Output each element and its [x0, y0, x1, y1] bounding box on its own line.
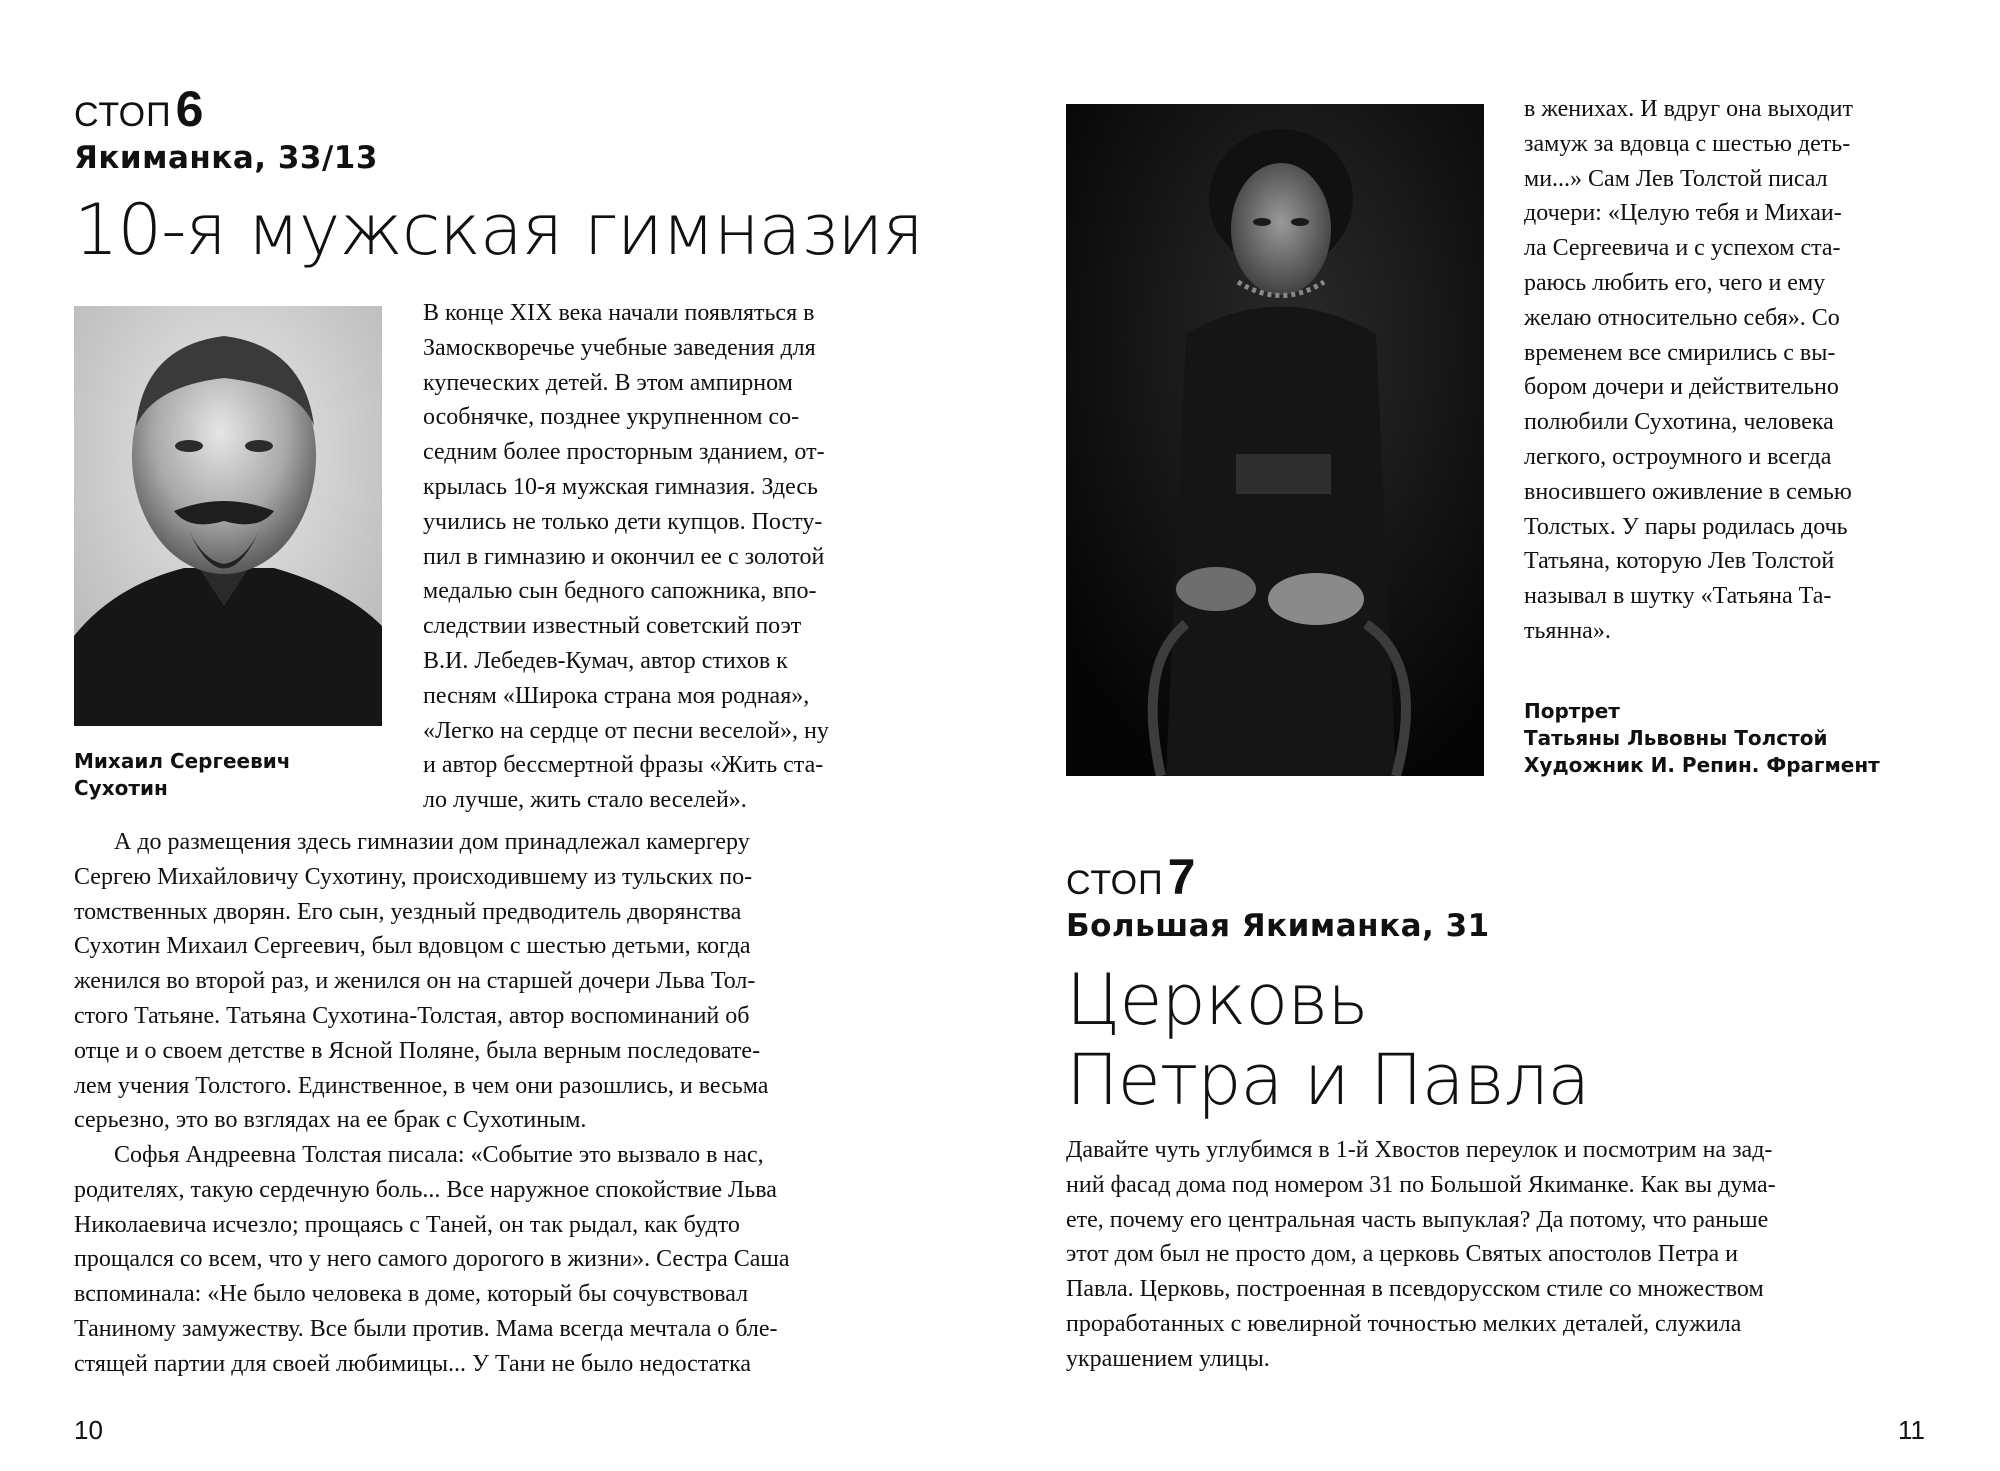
text-line: купеческих детей. В этом ампирном	[423, 369, 793, 396]
text-line: Сергею Михайловичу Сухотину, происходившему из тульских по-	[74, 863, 753, 890]
tolstaya-portrait-image	[1066, 104, 1484, 776]
address-heading: Большая Якиманка, 31	[1066, 908, 1490, 944]
page-number-right: 11	[1898, 1415, 1925, 1445]
stop-number: 6	[175, 81, 204, 137]
stop-6-label	[74, 80, 203, 138]
text-line: ло лучше, жить стало веселей».	[423, 787, 747, 814]
text-line: раюсь любить его, чего и ему	[1524, 269, 1826, 296]
stop-7-label	[1066, 848, 1195, 906]
title-line: Петра и Павла	[1066, 1039, 1590, 1121]
text-line: называл в шутку «Татьяна Та-	[1524, 583, 1832, 610]
stop-word: СТОП	[1066, 864, 1164, 902]
continued-paragraph	[1524, 92, 1928, 649]
text-line: этот дом был не просто дом, а церковь Святых апостолов Петра и	[1066, 1241, 1738, 1268]
caption-line: Портрет	[1524, 699, 1620, 723]
section-title: 10-я мужская гимназия	[74, 189, 923, 271]
sukhotin-portrait-image	[74, 306, 382, 726]
text-line: ла Сергеевича и с успехом ста-	[1524, 235, 1841, 262]
text-line: лем учения Толстого. Единственное, в чем они разошлись, и весьма	[74, 1072, 769, 1099]
stop-word: СТОП	[74, 96, 172, 134]
text-line: медалью сын бедного сапожника, впо-	[423, 578, 817, 605]
text-line: особнячке, позднее укрупненном со-	[423, 404, 800, 431]
text-line: пил в гимназию и окончил ее с золотой	[423, 543, 825, 570]
text-line: легкого, остроумного и всегда	[1524, 443, 1832, 470]
text-line: Толстых. У пары родилась дочь	[1524, 513, 1848, 540]
text-line: «Легко на сердце от песни веселой», ну	[423, 717, 829, 744]
text-line: отце и о своем детстве в Ясной Поляне, была верным последовате-	[74, 1037, 761, 1064]
text-line: стящей партии для своей любимицы... У Тани не было недостатка	[74, 1350, 752, 1377]
text-line: прощался со всем, что у него самого дорогого в жизни». Сестра Саша	[74, 1246, 790, 1273]
text-line: Сухотин Михаил Сергеевич, был вдовцом с шестью детьми, когда	[74, 933, 751, 960]
page-number-left: 10	[74, 1415, 103, 1445]
text-line: ми...» Сам Лев Толстой писал	[1524, 165, 1828, 192]
text-line: Замоскворечье учебные заведения для	[423, 334, 816, 361]
text-line: крылась 10-я мужская гимназия. Здесь	[423, 473, 818, 500]
caption-line: Михаил Сергеевич	[74, 749, 291, 773]
caption-line: Сухотин	[74, 776, 168, 800]
text-line: бором дочери и действительно	[1524, 374, 1839, 401]
text-line: вспоминала: «Не было человека в доме, который бы сочувствовал	[74, 1281, 749, 1308]
caption-line: Татьяны Львовны Толстой	[1524, 726, 1828, 750]
text-line: в женихах. И вдруг она выходит	[1524, 96, 1853, 122]
text-line: В конце XIX века начали появляться в	[423, 300, 815, 326]
text-line: родителях, такую сердечную боль... Все наружное спокойствие Льва	[74, 1176, 777, 1203]
text-line: томственных дворян. Его сын, уездный предводитель дворянства	[74, 898, 742, 925]
text-line: замуж за вдовца с шестью деть-	[1524, 130, 1851, 157]
text-line: проработанных с ювелирной точностью мелких деталей, служила	[1066, 1310, 1742, 1337]
text-line: женился во второй раз, и женился он на старшей дочери Льва Тол-	[74, 968, 756, 995]
text-line: Татьяна, которую Лев Толстой	[1524, 548, 1835, 575]
text-line: Николаевича исчезло; прощаясь с Таней, он так рыдал, как будто	[74, 1211, 740, 1238]
text-line: желаю относительно себя». Со	[1524, 304, 1840, 331]
text-line: учились не только дети купцов. Посту-	[423, 508, 823, 535]
text-line: временем все смирились с вы-	[1524, 339, 1836, 366]
tolstaya-portrait	[1066, 104, 1484, 776]
church-paragraph	[1066, 1133, 1928, 1377]
text-line: украшением улицы.	[1066, 1345, 1270, 1372]
text-line: Давайте чуть углубимся в 1-й Хвостов переулок и посмотрим на зад-	[1066, 1137, 1773, 1163]
text-line: ний фасад дома под номером 31 по Большой Якиманке. Как вы дума-	[1066, 1171, 1776, 1198]
tolstaya-caption	[1524, 698, 1880, 779]
text-line: Софья Андреевна Толстая писала: «Событие это вызвало в нас,	[114, 1142, 764, 1168]
text-line: дочери: «Целую тебя и Михаи-	[1524, 200, 1842, 227]
text-line: серьезно, это во взглядах на ее брак с Сухотиным.	[74, 1107, 587, 1134]
text-line: и автор бессмертной фразы «Жить ста-	[423, 752, 824, 779]
text-line: стого Татьяне. Татьяна Сухотина-Толстая, автор воспоминаний об	[74, 1002, 750, 1029]
text-line: седним более просторным зданием, от-	[423, 439, 825, 466]
caption-line: Художник И. Репин. Фрагмент	[1524, 753, 1880, 777]
text-line: А до размещения здесь гимназии дом принадлежал камергеру	[114, 829, 750, 855]
text-line: следствии известный советский поэт	[423, 613, 802, 640]
text-line: вносившего оживление в семью	[1524, 478, 1852, 505]
title-line: Церковь	[1066, 959, 1368, 1041]
stop-number: 7	[1167, 849, 1196, 905]
sukhotin-caption	[74, 748, 290, 802]
intro-paragraph	[423, 296, 920, 818]
sukhotin-paragraph	[74, 825, 920, 1138]
address-heading: Якиманка, 33/13	[74, 140, 378, 176]
text-line: песням «Широка страна моя родная»,	[423, 682, 810, 709]
tolstaya-quote-paragraph	[74, 1138, 920, 1382]
text-line: тьянна».	[1524, 617, 1611, 644]
text-line: В.И. Лебедев-Кумач, автор стихов к	[423, 647, 788, 674]
text-line: Павла. Церковь, построенная в псевдорусском стиле со множеством	[1066, 1276, 1764, 1303]
section-title	[1066, 960, 1589, 1120]
sukhotin-photo	[74, 306, 382, 726]
text-line: полюбили Сухотина, человека	[1524, 409, 1834, 436]
right-page	[1000, 0, 2000, 1471]
text-line: ете, почему его центральная часть выпуклая? Да потому, что раньше	[1066, 1206, 1769, 1233]
text-line: Таниному замужеству. Все были против. Мама всегда мечтала о бле-	[74, 1315, 778, 1342]
